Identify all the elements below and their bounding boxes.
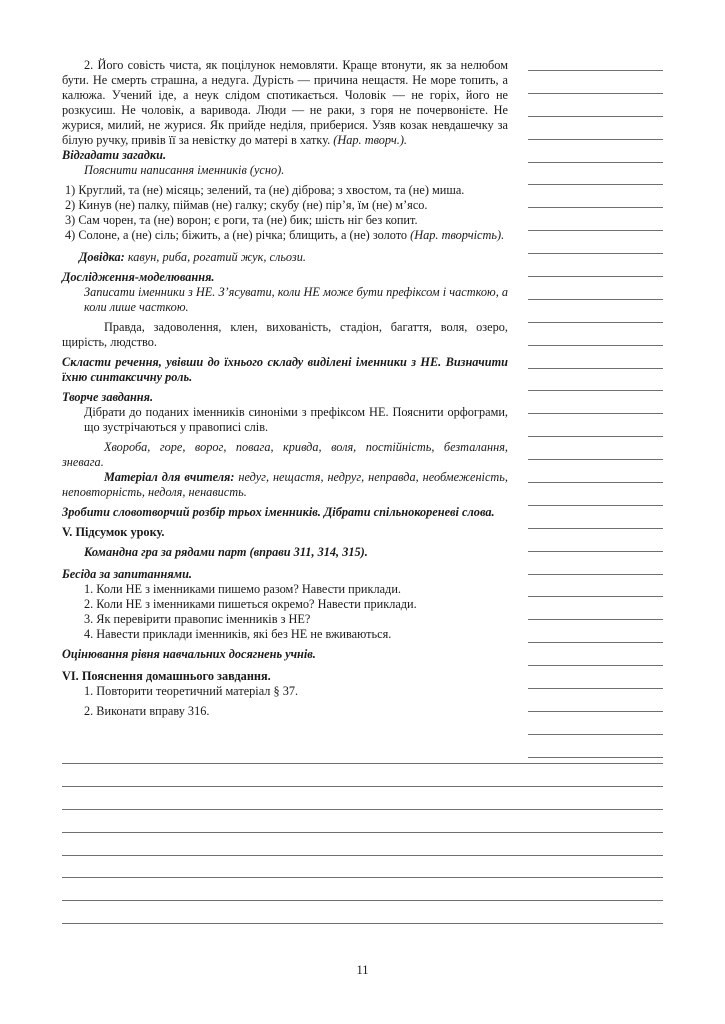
writing-line — [528, 482, 663, 483]
teacher-label: Матеріал для вчителя: — [104, 470, 235, 484]
margin-writing-lines — [528, 70, 663, 780]
writing-line — [528, 642, 663, 643]
writing-line — [528, 139, 663, 140]
writing-line — [528, 528, 663, 529]
writing-line — [528, 711, 663, 712]
proverbs-text: 2. Його совість чиста, як поцілунок немовляти. Краще втонути, як за нелюбом бути. Не смерть страшна, а недуга. Дурість — причина нещастя. Не море топить, а калюжа. Учений іде, а неук слідом спотикається. Чоловік — не горіх, його не розкусиш. Не чоловік, а варивода. Люди — не раки, з горя не почервонієте. Не журися, милий, не журися. Як прийде неділя, приберися. Узяв козак невдашечку за білую ручку, привів її за невістку до матері в хатку. — [62, 58, 508, 147]
writing-line — [528, 345, 663, 346]
writing-line — [528, 665, 663, 666]
riddle-item: 1) Круглий, та (не) місяць; зелений, та (не) діброва; з хвостом, та (не) миша. — [65, 183, 465, 197]
assessment-line: Оцінювання рівня навчальних досягнень учнів. — [62, 647, 316, 661]
writing-line — [528, 276, 663, 277]
research-heading: Дослідження-моделювання. — [62, 270, 215, 284]
writing-line — [62, 763, 663, 764]
question-item: 3. Як перевірити правопис іменників з НЕ? — [84, 612, 311, 626]
creative-heading: Творче завдання. — [62, 390, 154, 404]
bottom-writing-lines — [62, 763, 663, 946]
sentences-task: Скласти речення, увівши до їхнього складу виділені іменники з НЕ. Визначити їхню синтаксичну роль. — [62, 355, 508, 384]
writing-line — [528, 757, 663, 758]
summary-heading: V. Підсумок уроку. — [62, 525, 165, 539]
writing-line — [62, 877, 663, 878]
research-words: Правда, задоволення, клен, вихованість, стадіон, багаття, воля, озеро, щирість, людство. — [62, 320, 508, 349]
question-item: 1. Коли НЕ з іменниками пишемо разом? Навести приклади. — [84, 582, 401, 596]
teacher-material — [62, 470, 508, 500]
homework-item: 2. Виконати вправу 316. — [84, 704, 210, 718]
writing-line — [528, 230, 663, 231]
writing-line — [528, 253, 663, 254]
writing-line — [528, 184, 663, 185]
proverbs-paragraph — [62, 58, 508, 148]
creative-words: Хвороба, горе, ворог, повага, кривда, воля, постійність, безталання, зневага. — [62, 440, 508, 469]
writing-line — [528, 207, 663, 208]
writing-line — [528, 390, 663, 391]
homework-heading: VI. Пояснення домашнього завдання. — [62, 669, 271, 683]
riddle-item: 3) Сам чорен, та (не) ворон; є роги, та (не) бик; шість ніг без копит. — [65, 213, 418, 227]
lesson-content — [62, 58, 508, 719]
hint-text: кавун, риба, рогатий жук, сльози. — [127, 250, 306, 264]
writing-line — [62, 900, 663, 901]
conversation-heading: Бесіда за запитаннями. — [62, 567, 192, 581]
writing-line — [62, 832, 663, 833]
writing-line — [62, 786, 663, 787]
writing-line — [528, 574, 663, 575]
writing-line — [528, 299, 663, 300]
writing-line — [62, 809, 663, 810]
research-instruction: Записати іменники з НЕ. З’ясувати, коли НЕ може бути префіксом і часткою, а коли лише часткою. — [84, 285, 508, 314]
hint-label: Довідка: — [79, 250, 125, 264]
creative-task: Дібрати до поданих іменників синоніми з префіксом НЕ. Пояснити орфограми, що зустрічаються у правописі слів. — [84, 405, 508, 434]
riddles-instruction: Пояснити написання іменників (усно). — [84, 163, 285, 177]
riddle-item: 4) Солоне, а (не) сіль; біжить, а (не) річка; блищить, а (не) золото (Нар. творчість). — [65, 228, 505, 242]
writing-line — [528, 413, 663, 414]
question-item: 2. Коли НЕ з іменниками пишеться окремо? Навести приклади. — [84, 597, 417, 611]
writing-line — [528, 619, 663, 620]
writing-line — [528, 505, 663, 506]
riddles-heading: Відгадати загадки. — [62, 148, 167, 162]
writing-line — [528, 70, 663, 71]
teacher-text: недуг, нещастя, недруг, неправда, необмеженість, неповторність, недоля, ненависть. — [62, 470, 508, 499]
writing-line — [528, 368, 663, 369]
writing-line — [62, 855, 663, 856]
wordbuild-task: Зробити словотворчий розбір трьох іменників. Дібрати спільнокореневі слова. — [62, 505, 495, 519]
writing-line — [62, 923, 663, 924]
writing-line — [528, 116, 663, 117]
writing-line — [528, 162, 663, 163]
writing-line — [528, 436, 663, 437]
riddles-hint — [62, 250, 508, 265]
question-item: 4. Навести приклади іменників, які без НЕ не вживаються. — [84, 627, 392, 641]
writing-line — [528, 688, 663, 689]
writing-line — [528, 734, 663, 735]
homework-item: 1. Повторити теоретичний матеріал § 37. — [84, 684, 299, 698]
proverbs-source: (Нар. творч.). — [333, 133, 408, 147]
writing-line — [528, 596, 663, 597]
writing-line — [528, 459, 663, 460]
writing-line — [528, 322, 663, 323]
page-number: 11 — [356, 963, 369, 977]
writing-line — [528, 551, 663, 552]
summary-game: Командна гра за рядами парт (вправи 311, 314, 315). — [84, 545, 368, 559]
writing-line — [528, 93, 663, 94]
riddle-item: 2) Кинув (не) палку, піймав (не) галку; скубу (не) пір’я, їм (не) м’ясо. — [65, 198, 428, 212]
